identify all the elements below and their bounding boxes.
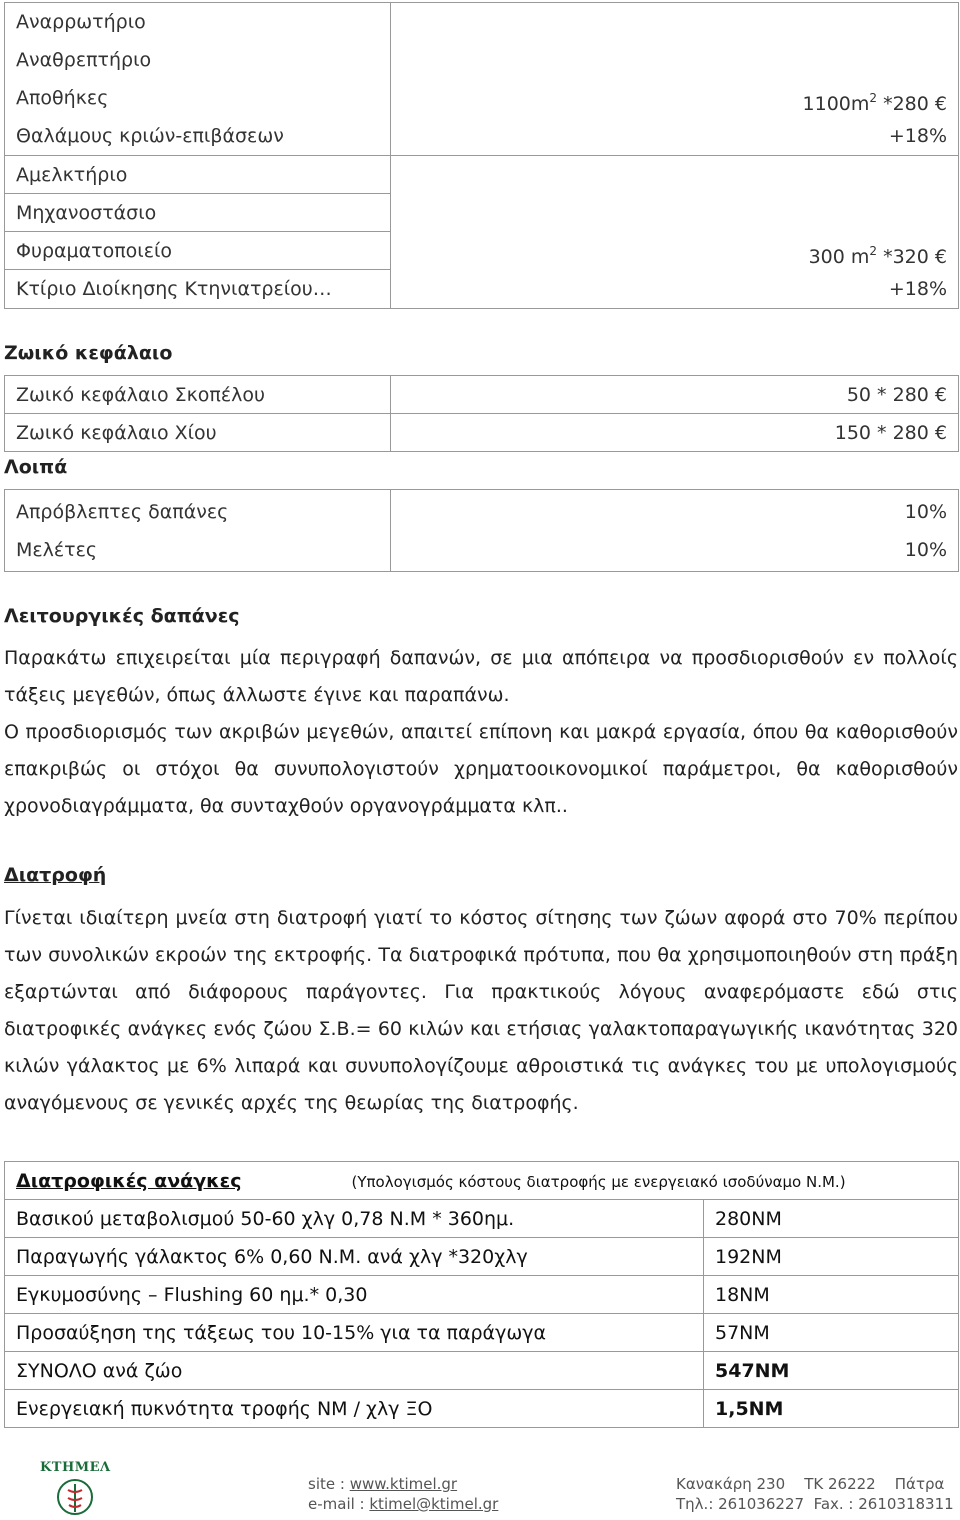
needs-table	[4, 1161, 959, 1428]
needs-label: Ενεργειακή πυκνότητα τροφής ΝΜ / χλγ ΞΟ	[5, 1390, 704, 1428]
nutrition-paragraph: Γίνεται ιδιαίτερη μνεία στη διατροφή γιατί το κόστος σίτησης των ζώων αφορά στο 70% περίπου των συνολικών εκροών της εκτροφής. Τα διατροφικά πρότυπα, που θα χρησιμοποιηθούν στη πράξη εξαρτώνται από διάφορους παράγοντες. Για πρακτικούς λόγους αναφερόμαστε εδώ στις διατροφικές ανάγκες ενός ζώου Σ.Β.= 60 κιλών και ετήσιας γαλακτοπαραγωγικής ικανότητας 320 κιλών γάλακτος με 6% λιπαρά και συνυπολογίζουμε αθροιστικά τις ανάγκες του με υπολογισμούς αναγόμενους σε γενικές αρχές της θεωρίας της διατροφής.	[4, 907, 958, 1114]
needs-header	[5, 1162, 959, 1200]
vat-a: +18%	[888, 125, 947, 147]
livestock-label: Ζωικό κεφάλαιο Χίου	[5, 414, 391, 452]
page-footer	[0, 1456, 960, 1520]
euro-icon: €	[934, 93, 947, 115]
other-table	[4, 489, 959, 572]
buildings-group-b	[5, 156, 391, 309]
buildings-price-b	[391, 156, 959, 309]
company-logo	[40, 1460, 110, 1518]
logo-text: ΚΤΗΜΕΛ	[40, 1460, 111, 1475]
euro-icon: €	[934, 383, 947, 406]
other-values	[391, 490, 959, 572]
footer-address: Κανακάρη 230 ΤΚ 26222 Πάτρα	[676, 1475, 945, 1493]
building-item: Αναθρεπτήριο	[16, 49, 152, 71]
euro-icon: €	[934, 421, 947, 444]
site-link[interactable]: www.ktimel.gr	[349, 1475, 458, 1493]
table-row	[5, 1390, 959, 1428]
euro-icon: €	[934, 246, 947, 268]
needs-label: Παραγωγής γάλακτος 6% 0,60 Ν.Μ. ανά χλγ *320χλγ	[5, 1238, 704, 1276]
needs-density-value: 1,5ΝΜ	[704, 1390, 959, 1428]
vat-b: +18%	[888, 278, 947, 300]
needs-value: 192ΝΜ	[704, 1238, 959, 1276]
nutrition-heading: Διατροφή	[4, 864, 107, 886]
livestock-value: 150 * 280 €	[391, 414, 959, 452]
price-b: 300 $m^2$ *320 €	[808, 244, 947, 268]
building-item: Αναρρωτήριο	[16, 11, 146, 33]
operating-paragraph-2: Ο προσδιορισμός των ακριβών μεγεθών, απαιτεί επίπονη και μακρά εργασία, όπου θα καθορισθούν επακριβώς οι στόχοι θα συνυπολογιστούν χρηματοοικονομικοί παράμετροι, θα καθορισθούν χρονοδιαγράμματα, θα συνταχθούν οργανογράμματα κλπ..	[4, 721, 958, 817]
caduceus-icon	[56, 1478, 94, 1516]
building-item: Μηχανοστάσιο	[5, 194, 390, 232]
table-row	[5, 1238, 959, 1276]
needs-value: 18ΝΜ	[704, 1276, 959, 1314]
table-row	[5, 376, 959, 414]
needs-label: Εγκυμοσύνης – Flushing 60 ημ.* 0,30	[5, 1276, 704, 1314]
operating-paragraph-1: Παρακάτω επιχειρείται μία περιγραφή δαπανών, σε μια απόπειρα να προσδιορισθούν εν πολλοίς τάξεις μεγεθών, όπως άλλωστε έγινε και παραπάνω.	[4, 647, 958, 706]
table-row	[5, 1162, 959, 1200]
building-item: Θαλάμους κριών-επιβάσεων	[16, 125, 284, 147]
other-value: 10%	[904, 538, 947, 561]
other-label: Απρόβλεπτες δαπάνες	[16, 500, 229, 523]
needs-label: ΣΥΝΟΛΟ ανά ζώο	[5, 1352, 704, 1390]
footer-phones: Τηλ.: 261036227 Fax. : 2610318311	[676, 1495, 954, 1513]
other-label: Μελέτες	[16, 538, 98, 561]
email-link[interactable]: ktimel@ktimel.gr	[369, 1495, 499, 1513]
livestock-value: 50 * 280 €	[391, 376, 959, 414]
needs-value: 57ΝΜ	[704, 1314, 959, 1352]
building-item: Αποθήκες	[16, 87, 109, 109]
building-item: Κτίριο Διοίκησης Κτηνιατρείου…	[16, 278, 332, 300]
table-row	[5, 1352, 959, 1390]
buildings-price-a	[391, 3, 959, 156]
livestock-heading: Ζωικό κεφάλαιο	[4, 342, 173, 364]
needs-heading: Διατροφικές ανάγκες	[16, 1169, 242, 1192]
other-heading: Λοιπά	[4, 456, 68, 478]
buildings-table	[4, 2, 959, 309]
needs-label: Προσαύξηση της τάξεως του 10-15% για τα παράγωγα	[5, 1314, 704, 1352]
price-a: $1100m^2$ *280 €	[802, 91, 947, 115]
table-row	[5, 1200, 959, 1238]
building-item: Φυραματοποιείο	[5, 232, 390, 270]
needs-note: (Υπολογισμός κόστους διατροφής με ενεργειακό ισοδύναμο Ν.Μ.)	[351, 1172, 846, 1191]
table-row	[5, 1276, 959, 1314]
buildings-group-a	[5, 3, 391, 156]
needs-value: 280ΝΜ	[704, 1200, 959, 1238]
livestock-table	[4, 375, 959, 452]
footer-web: site : www.ktimel.gr e-mail : ktimel@ktimel.gr	[308, 1475, 499, 1513]
table-row	[5, 414, 959, 452]
operating-heading: Λειτουργικές δαπάνες	[4, 605, 240, 627]
livestock-label: Ζωικό κεφάλαιο Σκοπέλου	[5, 376, 391, 414]
table-row	[5, 1314, 959, 1352]
needs-total-value: 547ΝΜ	[704, 1352, 959, 1390]
other-labels	[5, 490, 391, 572]
other-value: 10%	[904, 500, 947, 523]
building-item: Αμελκτήριο	[5, 156, 390, 194]
needs-label: Βασικού μεταβολισμού 50-60 χλγ 0,78 Ν.Μ * 360ημ.	[5, 1200, 704, 1238]
footer-contact	[676, 1474, 954, 1514]
